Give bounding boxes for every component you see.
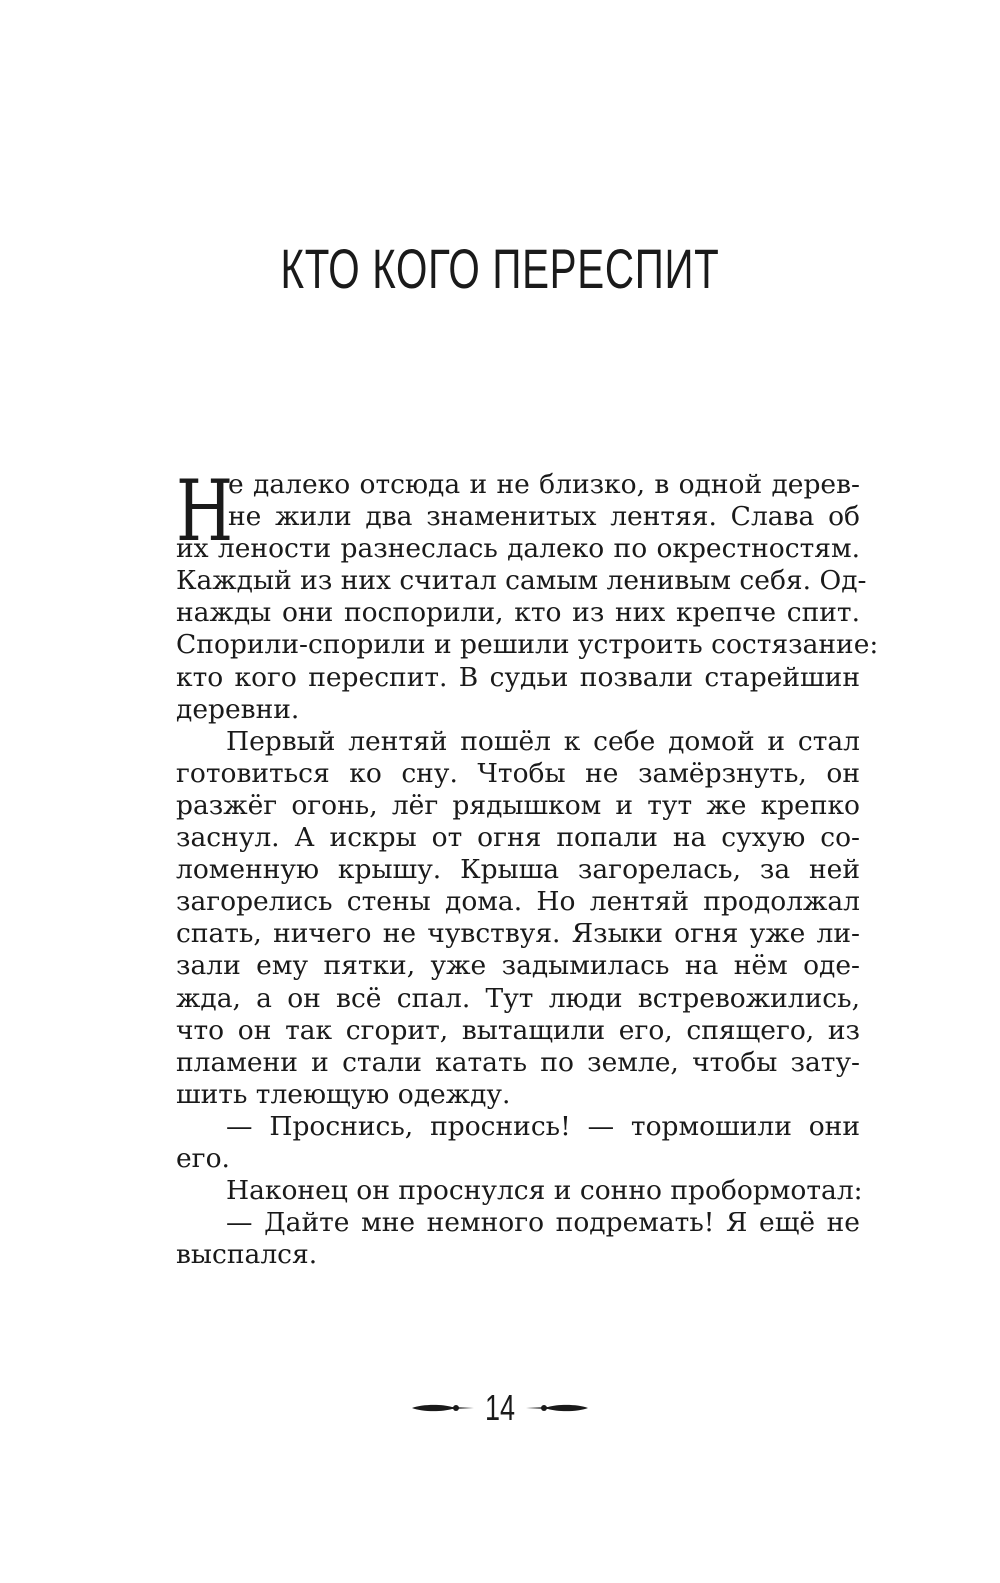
text-line: Наконец он проснулся и сонно пробормотал:: [226, 1175, 863, 1207]
text-line: ломенную крышу. Крыша загорелась, за ней: [176, 854, 860, 886]
text-line: что он так сгорит, вытащили его, спящего, из: [176, 1014, 860, 1046]
text-line: разжёг огонь, лёг рядышком и тут же крепко: [176, 789, 860, 821]
text-line: шить тлеющую одежду.: [176, 1078, 511, 1110]
text-line: пламени и стали катать по земле, чтобы зату-: [176, 1046, 860, 1078]
left-ornament-icon: [412, 1401, 474, 1415]
text-line: спать, ничего не чувствуя. Языки огня уже ли-: [176, 918, 860, 950]
text-line: — Проснись, проснись! — тормошили они: [226, 1110, 860, 1142]
text-line: заснул. А искры от огня попали на сухую со-: [176, 822, 860, 854]
text-line: не жили два знаменитых лентяя. Слава об: [228, 501, 860, 533]
right-ornament-icon: [526, 1401, 588, 1415]
text-line: зали ему пятки, уже задымилась на нём оде-: [176, 950, 860, 982]
text-line: жда, а он всё спал. Тут люди встревожились,: [176, 982, 860, 1014]
page-number: 14: [484, 1387, 516, 1428]
text-line: готовиться ко сну. Чтобы не замёрзнуть, он: [176, 757, 860, 789]
chapter-title: КТО КОГО ПЕРЕСПИТ: [280, 237, 720, 300]
text-line: кто кого переспит. В судьи позвали старейшин: [176, 661, 860, 693]
text-line: нажды они поспорили, кто из них крепче спит.: [176, 597, 860, 629]
text-line: выспался.: [176, 1239, 318, 1271]
text-line: деревни.: [176, 693, 300, 725]
text-line: — Дайте мне немного подремать! Я ещё не: [226, 1207, 860, 1239]
text-line: Первый лентяй пошёл к себе домой и стал: [226, 725, 860, 757]
text-line: загорелись стены дома. Но лентяй продолжал: [176, 886, 860, 918]
text-line: его.: [176, 1142, 230, 1174]
text-line: Каждый из них считал самым ленивым себя. Од-: [176, 565, 867, 597]
text-line: е далеко отсюда и не близко, в одной дерев-: [228, 469, 860, 500]
drop-cap: Н: [176, 462, 234, 560]
text-line: их лености разнеслась далеко по окрестностям.: [176, 533, 860, 565]
text-line: Спорили-спорили и решили устроить состязание:: [176, 629, 879, 661]
page-footer: [0, 1388, 1000, 1428]
story-text: [176, 462, 879, 1271]
